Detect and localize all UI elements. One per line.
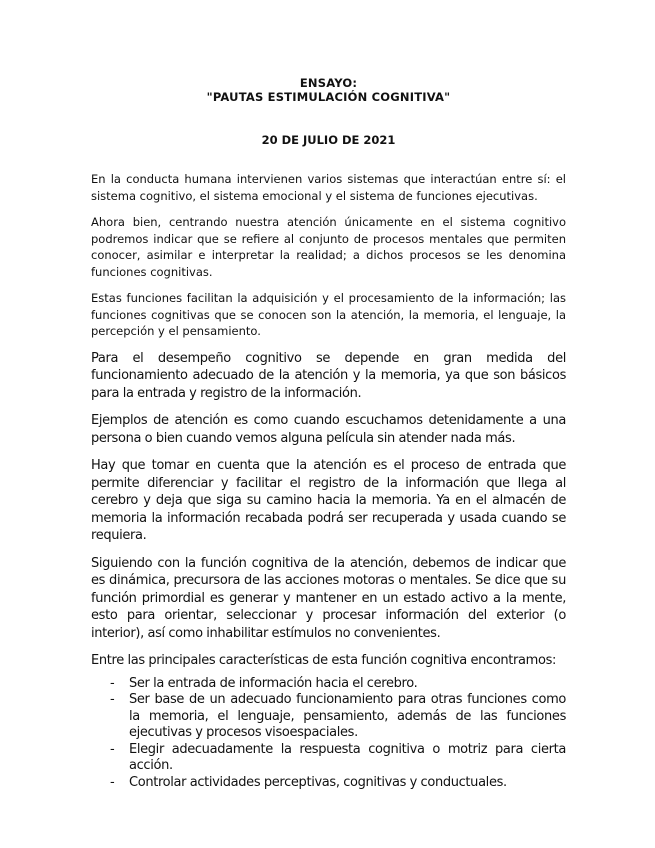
paragraph-functions: Estas funciones facilitan la adquisición y el procesamiento de la información; las funciones cognitivas que se conocen son la atención, la memoria, el lenguaje, la percepción y el pensamiento. xyxy=(91,291,566,338)
list-item-text: Ser la entrada de información hacia el cerebro. xyxy=(129,675,418,691)
bullet-dash: - xyxy=(110,741,115,757)
list-item xyxy=(91,775,566,792)
list-item xyxy=(91,742,566,775)
essay-title xyxy=(91,76,566,104)
list-item-text: Controlar actividades perceptivas, cognitivas y conductuales. xyxy=(129,774,507,790)
characteristics-list xyxy=(91,676,566,792)
paragraph-cognitive-system: Ahora bien, centrando nuestra atención únicamente en el sistema cognitivo podremos indicar que se refiere al conjunto de procesos mentales que permiten conocer, asimilar e interpretar la realidad; a dichos procesos se les denomina funciones cognitivas. xyxy=(91,215,566,279)
paragraph-intro: En la conducta humana intervienen varios sistemas que interactúan entre sí: el sistema cognitivo, el sistema emocional y el sistema de funciones ejecutivas. xyxy=(91,172,566,203)
document-page xyxy=(91,76,566,791)
title-text: "PAUTAS ESTIMULACIÓN COGNITIVA" xyxy=(206,90,451,104)
title-label: ENSAYO: xyxy=(299,76,358,90)
bullet-dash: - xyxy=(110,774,115,790)
list-item xyxy=(91,692,566,742)
paragraph-examples: Ejemplos de atención es como cuando escuchamos detenidamente a una persona o bien cuando vemos alguna película sin atender nada más. xyxy=(91,413,566,446)
bullet-dash: - xyxy=(110,675,115,691)
paragraph-performance: Para el desempeño cognitivo se depende en gran medida del funcionamiento adecuado de la atención y la memoria, ya que son básicos para la entrada y registro de la información. xyxy=(91,350,566,401)
list-item xyxy=(91,676,566,693)
list-item-text: Elegir adecuadamente la respuesta cognitiva o motriz para cierta acción. xyxy=(129,741,566,773)
paragraph-attention-dynamic: Siguiendo con la función cognitiva de la atención, debemos de indicar que es dinámica, precursora de las acciones motoras o mentales. Se dice que su función primordial es generar y mantener en un estado activo a la mente, esto para orientar, seleccionar y procesar información del exterior (o interior), así como inhabilitar estímulos no convenientes. xyxy=(91,555,566,641)
list-item-text: Ser base de un adecuado funcionamiento para otras funciones como la memoria, el lenguaje, pensamiento, además de las funciones ejecutivas y procesos visoespaciales. xyxy=(129,692,566,740)
paragraph-characteristics-intro: Entre las principales características de esta función cognitiva encontramos: xyxy=(91,653,557,668)
essay-date: 20 DE JULIO DE 2021 xyxy=(261,133,396,147)
paragraph-attention-process: Hay que tomar en cuenta que la atención es el proceso de entrada que permite diferenciar y facilitar el registro de la información que llega al cerebro y deja que siga su camino hacia la memoria. Ya en el almacén de memoria la información recabada podrá ser recuperada y usada cuando se requiera. xyxy=(91,458,566,543)
bullet-dash: - xyxy=(110,692,115,707)
